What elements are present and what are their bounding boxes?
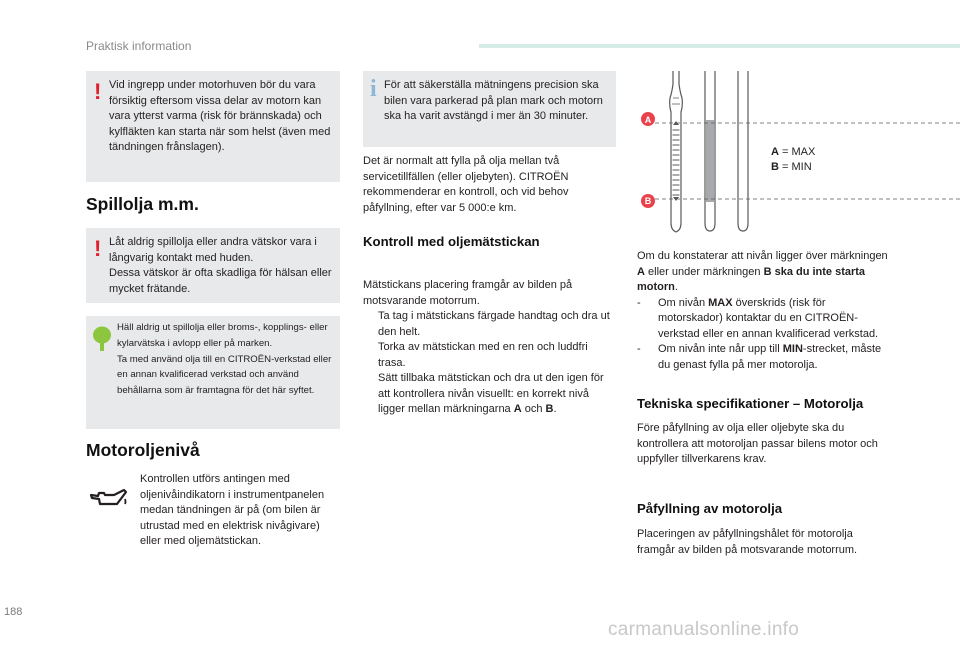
heading-spillolja: Spillolja m.m. bbox=[86, 194, 199, 214]
dash-text-min: Om nivån inte når upp till MIN-strecket, måste du genast fylla på mer motorolja. bbox=[658, 343, 882, 371]
dash-icon: - bbox=[637, 296, 641, 309]
warning-text-engine: Vid ingrepp under motorhuven bör du vara försiktig eftersom vissa delar av motorn kan vara ytterst varma (risk för brännskada) och kylfläkten kan starta när som helst (även med tändningen frånslagen). bbox=[109, 79, 331, 153]
level-check-intro: Om du konstaterar att nivån ligger över märkningen A eller under märkningen B ska du inte starta motorn. bbox=[637, 250, 888, 293]
environment-box bbox=[86, 316, 340, 429]
environment-text-dispose: Häll aldrig ut spillolja eller broms-, kopplings- eller kylarvätska i avlopp eller på marken. bbox=[117, 322, 328, 349]
page-number: 188 bbox=[4, 606, 23, 618]
list-item bbox=[363, 371, 617, 418]
list-item bbox=[637, 296, 889, 343]
oil-level-band bbox=[706, 120, 714, 202]
list-item bbox=[363, 309, 617, 340]
marker-a-ref: A bbox=[513, 403, 522, 415]
level-text: Kontrollen utförs antingen med oljenivåindikatorn i instrumentpanelen medan tändningen är på (om bilen är utrustad med en elektrisk nivågivare) eller med oljemätstickan. bbox=[140, 473, 325, 547]
dipstick-intro: Mätstickans placering framgår av bilden på motsvarande motorrum. bbox=[363, 279, 573, 307]
header-bar bbox=[479, 44, 960, 48]
legend-max: A = MAX bbox=[771, 146, 816, 158]
environment-text-recycle: Ta med använd olja till en CITROËN-verkstad eller en annan kvalificerad verkstad och använd behållarna som är framtagna för det här syftet. bbox=[117, 353, 332, 397]
bullet-text: Ta tag i mätstickans färgade handtag och dra ut den helt. bbox=[378, 310, 610, 338]
level-check-text bbox=[637, 249, 889, 373]
info-icon: i bbox=[370, 76, 377, 102]
heading-dipstick: Kontroll med oljemätstickan bbox=[363, 234, 540, 249]
oil-can-icon bbox=[88, 486, 128, 510]
heading-motoroljeniva: Motoroljenivå bbox=[86, 440, 200, 460]
list-item bbox=[637, 342, 889, 373]
dash-text-max: Om nivån MAX överskrids (risk för motorskador) kontaktar du en CITROËN-verkstad eller en annan kvalificerad verkstad. bbox=[658, 296, 879, 340]
environment-tree-icon bbox=[92, 326, 112, 352]
dipstick-instructions bbox=[363, 278, 617, 418]
specs-text: Före påfyllning av olja eller oljebyte ska du kontrollera att motoroljan passar bilens motor och uppfyller tillverkarens krav. bbox=[637, 422, 878, 465]
watermark: carmanualsonline.info bbox=[608, 619, 800, 640]
normal-refill-text: Det är normalt att fylla på olja mellan två servicetillfällen (eller oljebyten). CITROËN rekommenderar en kontroll, och vid behov påfyllning, efter var 5 000:e km. bbox=[363, 155, 569, 214]
bullet-text: Torka av mätstickan med en ren och luddfri trasa. bbox=[378, 341, 588, 369]
legend-min: B = MIN bbox=[771, 161, 812, 173]
warning-box-fluids bbox=[86, 228, 340, 303]
heading-specs: Tekniska specifikationer – Motorolja bbox=[637, 396, 864, 411]
dash-icon: - bbox=[637, 343, 641, 355]
info-box-precision bbox=[363, 71, 616, 147]
section-title: Praktisk information bbox=[86, 39, 192, 53]
list-item bbox=[363, 340, 617, 371]
marker-a-label: A bbox=[644, 115, 652, 125]
info-text-precision: För att säkerställa mätningens precision ska bilen vara parkerad på plan mark och motorn ska ha varit avstängd i mer än 30 minuter. bbox=[384, 79, 603, 122]
marker-b-label: B bbox=[644, 196, 652, 206]
refill-text: Placeringen av påfyllningshålet för motorolja framgår av bilden på motsvarande motorrum. bbox=[637, 528, 858, 556]
bullet-text: Sätt tillbaka mätstickan och dra ut den igen för att kontrollera nivån visuellt: en korrekt nivå ligger mellan märkningarna A och B. bbox=[378, 372, 604, 415]
warning-text-harmful: Dessa vätskor är ofta skadliga för hälsan eller mycket frätande. bbox=[109, 267, 332, 295]
warning-text-skin: Låt aldrig spillolja eller andra vätskor vara i långvarig kontakt med huden. bbox=[109, 236, 317, 264]
heading-refill: Påfyllning av motorolja bbox=[637, 501, 783, 516]
warning-icon: ! bbox=[94, 236, 102, 261]
diagram-legend bbox=[771, 145, 815, 175]
warning-box-engine bbox=[86, 71, 340, 182]
marker-b-ref: B bbox=[545, 403, 554, 415]
warning-icon: ! bbox=[94, 79, 102, 104]
